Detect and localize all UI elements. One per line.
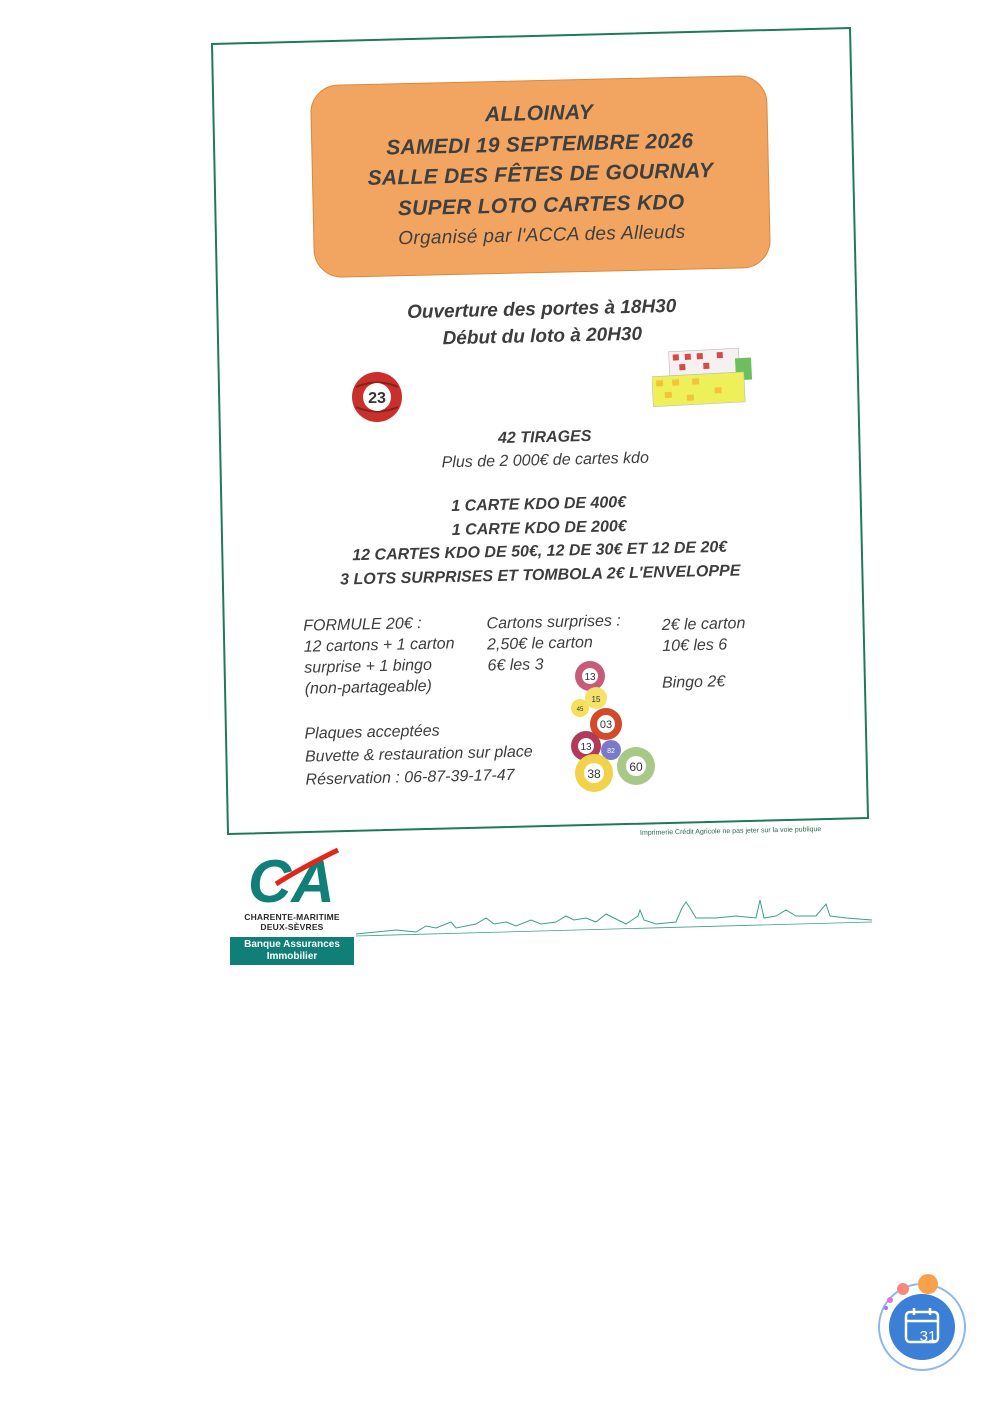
doors-open-text: Ouverture des portes à 18H30 xyxy=(406,295,677,324)
formule-line: 12 cartons + 1 carton xyxy=(303,635,455,656)
draws-section xyxy=(380,422,711,475)
ball-number: 13 xyxy=(584,672,596,683)
draws-total: Plus de 2 000€ de cartes kdo xyxy=(441,449,650,472)
credit-agricole-logo xyxy=(228,846,356,966)
ball-number: 45 xyxy=(576,707,584,713)
logo-initials: CA xyxy=(248,848,335,908)
surprise-line: 6€ les 3 xyxy=(487,656,544,675)
imprint-notice: Imprimerie Crédit Agricole ne pas jeter sur la voie publique xyxy=(639,826,822,837)
draws-count: 42 TIRAGES xyxy=(497,427,592,448)
ball-number: 15 xyxy=(591,695,601,704)
loto-balls-icon xyxy=(568,658,660,792)
town-name: ALLOINAY xyxy=(484,100,594,127)
event-banner xyxy=(310,75,771,278)
logo-tagline-line: Banque Assurances xyxy=(244,939,340,950)
logo-region-line: CHARENTE-MARITIME xyxy=(244,912,340,922)
formule-block xyxy=(303,612,456,699)
event-organizer: Organisé par l'ACCA des Alleuds xyxy=(398,221,686,250)
practical-info xyxy=(304,717,533,791)
ca-logo-icon xyxy=(246,846,342,908)
ball-number: 82 xyxy=(607,748,615,755)
skyline-decoration xyxy=(356,888,872,940)
event-date: SAMEDI 19 SEPTEMBRE 2026 xyxy=(385,129,694,159)
logo-region-line: DEUX-SÈVRES xyxy=(260,922,324,932)
prize-item: 12 CARTES KDO DE 50€, 12 DE 30€ ET 12 DE 20€ xyxy=(352,538,728,565)
formule-line: FORMULE 20€ : xyxy=(303,615,422,635)
surprise-line: 2,50€ le carton xyxy=(486,634,594,654)
start-time-text: Début du loto à 20H30 xyxy=(442,323,643,350)
formule-line: surprise + 1 bingo xyxy=(304,656,433,677)
calendar-icon xyxy=(872,1270,972,1375)
carton-price-line: 2€ le carton xyxy=(661,615,746,634)
prize-item: 1 CARTE KDO DE 400€ xyxy=(451,494,627,515)
carton-prices-block xyxy=(662,613,747,657)
info-line: Réservation : 06-87-39-17-47 xyxy=(305,766,515,789)
bingo-cards-icon xyxy=(652,346,756,412)
logo-tagline xyxy=(230,937,354,965)
bingo-price: Bingo 2€ xyxy=(661,673,726,692)
loto-poster xyxy=(212,28,864,832)
ball-number: 13 xyxy=(580,742,592,753)
prize-item: 3 LOTS SURPRISES ET TOMBOLA 2€ L'ENVELOPPE xyxy=(339,561,741,589)
event-venue: SALLE DES FÊTES DE GOURNAY xyxy=(367,159,714,190)
prizes-list xyxy=(301,488,778,593)
prize-item: 1 CARTE KDO DE 200€ xyxy=(451,517,627,539)
bingo-ball-icon xyxy=(350,370,404,424)
calendar-badge[interactable] xyxy=(872,1270,972,1375)
ball-number: 03 xyxy=(599,719,613,731)
surprise-line: Cartons surprises : xyxy=(486,612,621,633)
info-line: Plaques acceptées xyxy=(304,722,440,743)
opening-hours xyxy=(361,292,722,354)
calendar-day: 31 xyxy=(919,1328,937,1345)
info-line: Buvette & restauration sur place xyxy=(304,743,533,766)
ball-number: 60 xyxy=(629,760,643,774)
logo-region xyxy=(228,912,356,932)
logo-tagline-line: Immobilier xyxy=(266,951,318,962)
event-title: SUPER LOTO CARTES KDO xyxy=(397,190,685,220)
ball-number: 38 xyxy=(587,767,601,781)
formule-line: (non-partageable) xyxy=(304,677,433,698)
carton-price-line: 10€ les 6 xyxy=(662,636,728,655)
bingo-ball-number: 23 xyxy=(368,390,386,407)
